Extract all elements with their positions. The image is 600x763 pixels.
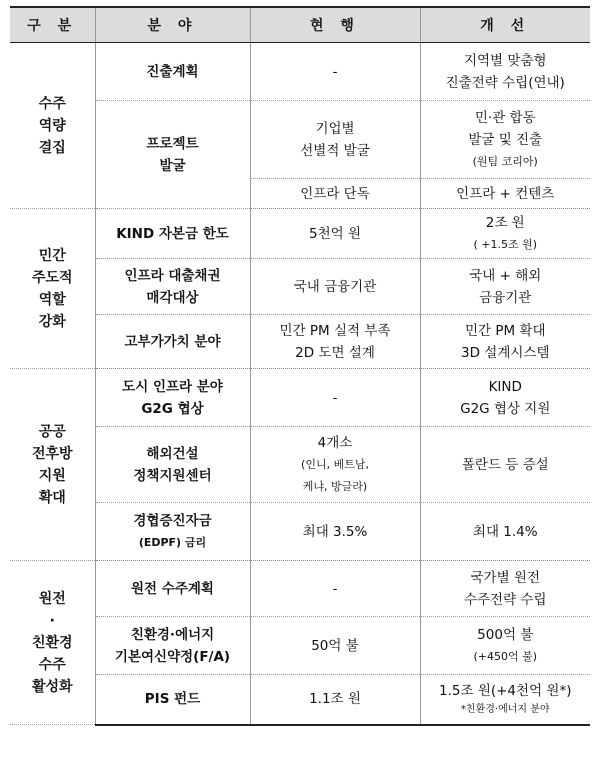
table-row bbox=[10, 503, 590, 561]
comparison-table bbox=[10, 6, 590, 726]
current-cell: 5천억 원 bbox=[250, 209, 420, 259]
header-current: 현 행 bbox=[250, 7, 420, 43]
improved-cell: 500억 불 (+450억 불) bbox=[420, 617, 590, 675]
current-cell: 민간 PM 실적 부족 2D 도면 설계 bbox=[250, 315, 420, 369]
category-cell: 수주 역량 결집 bbox=[10, 43, 95, 209]
field-cell: 고부가가치 분야 bbox=[95, 315, 250, 369]
improved-cell: 폴란드 등 증설 bbox=[420, 427, 590, 503]
improved-cell: 민·관 합동 발굴 및 진출 (원팀 코리아) bbox=[420, 101, 590, 179]
table-row bbox=[10, 259, 590, 315]
table-row bbox=[10, 101, 590, 179]
field-cell: 해외건설 정책지원센터 bbox=[95, 427, 250, 503]
improved-cell: 최대 1.4% bbox=[420, 503, 590, 561]
field-cell: 경협증진자금 (EDPF) 금리 bbox=[95, 503, 250, 561]
table-row bbox=[10, 427, 590, 503]
category-cell: 원전 · 친환경 수주 활성화 bbox=[10, 561, 95, 725]
field-cell: 친환경·에너지 기본여신약정(F/A) bbox=[95, 617, 250, 675]
improved-cell: 민간 PM 확대 3D 설계시스템 bbox=[420, 315, 590, 369]
field-cell: KIND 자본금 한도 bbox=[95, 209, 250, 259]
table-row bbox=[10, 209, 590, 259]
field-cell: 진출계획 bbox=[95, 43, 250, 101]
improved-cell: 2조 원 ( +1.5조 원) bbox=[420, 209, 590, 259]
table-row bbox=[10, 369, 590, 427]
current-cell: 기업별 선별적 발굴 bbox=[250, 101, 420, 179]
current-cell: 최대 3.5% bbox=[250, 503, 420, 561]
field-cell: 프로젝트 발굴 bbox=[95, 101, 250, 209]
current-cell: - bbox=[250, 369, 420, 427]
field-cell: 도시 인프라 분야 G2G 협상 bbox=[95, 369, 250, 427]
header-category: 구 분 bbox=[10, 7, 95, 43]
table-row bbox=[10, 561, 590, 617]
field-cell: 인프라 대출채권 매각대상 bbox=[95, 259, 250, 315]
field-cell: PIS 펀드 bbox=[95, 675, 250, 725]
header-field: 분 야 bbox=[95, 7, 250, 43]
category-cell: 공공 전후방 지원 확대 bbox=[10, 369, 95, 561]
improved-cell: 국가별 원전 수주전략 수립 bbox=[420, 561, 590, 617]
comparison-table-wrapper bbox=[10, 6, 590, 726]
table-row bbox=[10, 315, 590, 369]
current-cell: 인프라 단독 bbox=[250, 179, 420, 209]
improved-cell: 인프라 + 컨텐츠 bbox=[420, 179, 590, 209]
improved-cell: 지역별 맞춤형 진출전략 수립(연내) bbox=[420, 43, 590, 101]
table-row bbox=[10, 617, 590, 675]
header-row bbox=[10, 7, 590, 43]
current-cell: 국내 금융기관 bbox=[250, 259, 420, 315]
field-cell: 원전 수주계획 bbox=[95, 561, 250, 617]
current-cell: - bbox=[250, 43, 420, 101]
improved-cell: 1.5조 원(+4천억 원*) *친환경·에너지 분야 bbox=[420, 675, 590, 725]
current-cell: 50억 불 bbox=[250, 617, 420, 675]
current-cell: 1.1조 원 bbox=[250, 675, 420, 725]
table-row bbox=[10, 43, 590, 101]
header-improved: 개 선 bbox=[420, 7, 590, 43]
table-row bbox=[10, 675, 590, 725]
category-cell: 민간 주도적 역할 강화 bbox=[10, 209, 95, 369]
current-cell: 4개소 (인니, 베트남, 케냐, 방글라) bbox=[250, 427, 420, 503]
improved-cell: KIND G2G 협상 지원 bbox=[420, 369, 590, 427]
current-cell: - bbox=[250, 561, 420, 617]
improved-cell: 국내 + 해외 금융기관 bbox=[420, 259, 590, 315]
